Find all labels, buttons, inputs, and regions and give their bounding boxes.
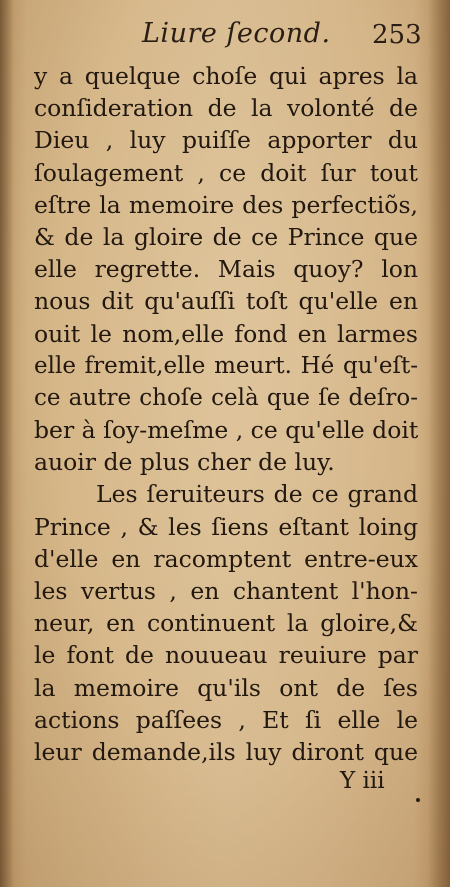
text-line: elle regrette. Mais quoy? lon [34,255,418,284]
body-text [34,60,418,768]
text-line: y a quelque choſe qui apres la [34,62,418,90]
text-line: actions paſſees , Et ſi elle le [34,705,418,734]
text-line: le font de nouueau reuiure par [34,641,418,670]
running-title: Liure ſecond. [142,18,331,49]
text-line: Dieu , luy puiſſe apporter du [34,126,418,155]
text-line: ouit le nom,elle fond en larmes [34,319,418,348]
ink-speck [416,798,420,802]
text-line: d'elle en racomptent entre-eux [34,544,418,573]
text-line: & de la gloire de ce Prince que [34,222,418,251]
page-header [0,14,450,54]
text-line: la memoire qu'ils ont de ſes [34,673,418,702]
text-line: ſoulagement , ce doit ſur tout [34,158,418,187]
text-line: nous dit qu'auſſi toſt qu'elle en [34,287,418,316]
text-line: auoir de plus cher de luy. [34,448,335,477]
text-line: neur, en continuent la gloire,& [34,609,418,638]
page-number: 253 [372,20,422,50]
text-line: conſideration de la volonté de [34,94,418,123]
paragraph-start-line: Les ſeruiteurs de ce grand [96,480,418,509]
text-line: ce autre choſe celà que ſe deſro- [34,384,418,411]
text-line: ber à ſoy-meſme , ce qu'elle doit [34,416,419,445]
text-line: eſtre la memoire des perfectiõs, [34,190,418,219]
text-line: elle fremit,elle meurt. Hé qu'eſt- [34,352,418,379]
text-line: leur demande,ils luy diront que [34,737,418,766]
text-line: Prince , & les ſiens eſtant loing [34,512,418,541]
signature-mark: Y iii [340,768,385,794]
text-line: les vertus , en chantent l'hon- [34,577,418,605]
